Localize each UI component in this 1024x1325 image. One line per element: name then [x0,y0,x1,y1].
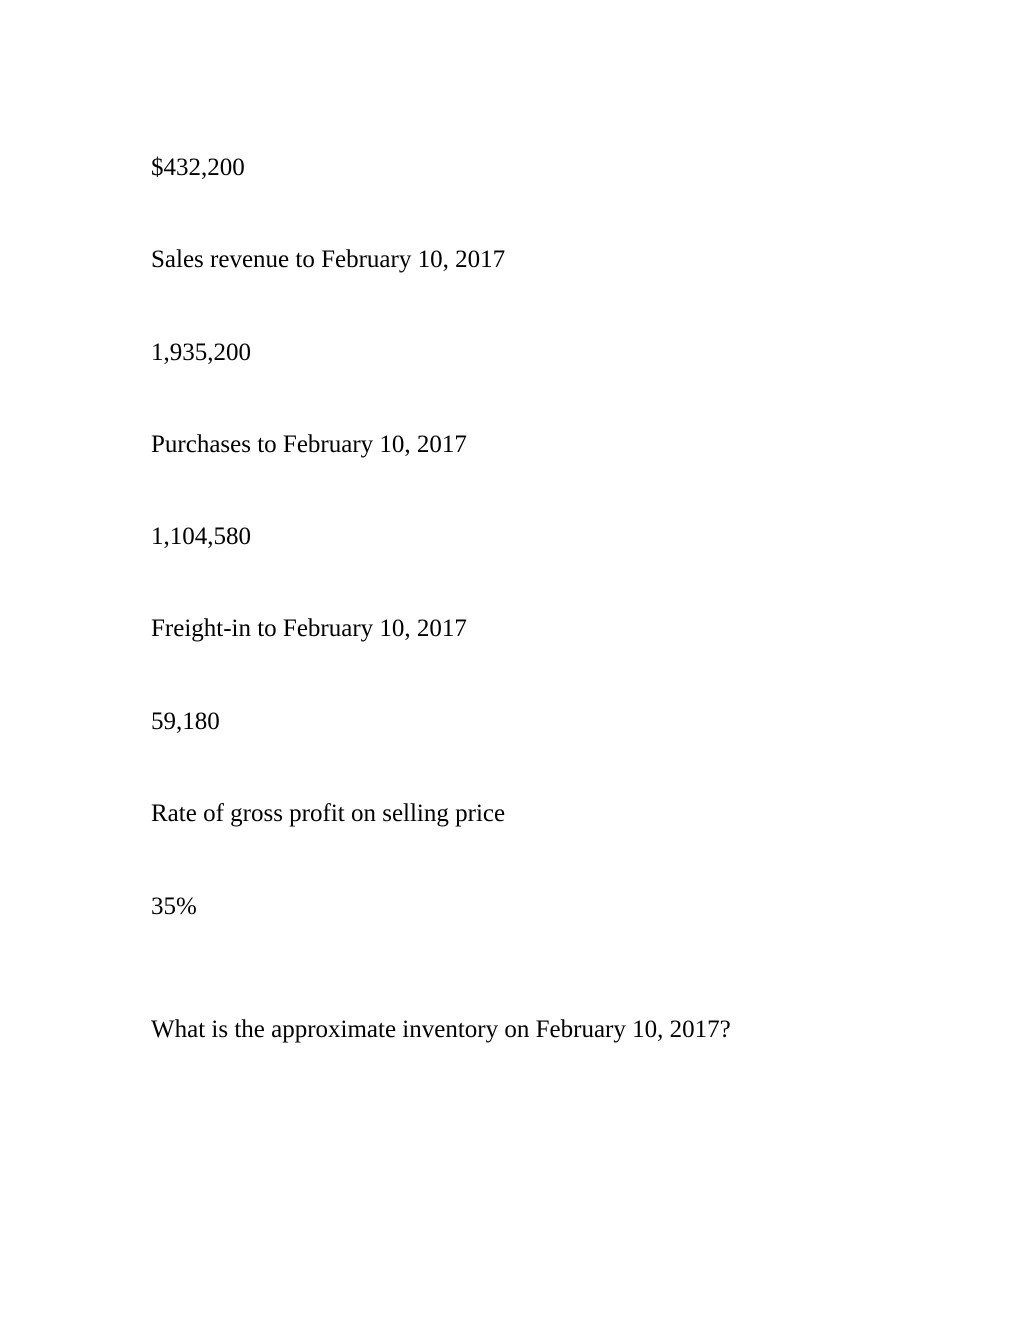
gross-profit-rate-value: 35% [151,893,197,920]
amount-text: $432,200 [151,154,245,181]
question-text: What is the approximate inventory on February 10, 2017? [151,1016,731,1043]
purchases-label: Purchases to February 10, 2017 [151,431,467,458]
sales-revenue-label: Sales revenue to February 10, 2017 [151,246,506,273]
freight-in-label: Freight-in to February 10, 2017 [151,615,467,642]
gross-profit-rate-label: Rate of gross profit on selling price [151,800,506,827]
freight-in-amount: 59,180 [151,708,220,735]
sales-revenue-amount: 1,935,200 [151,339,251,366]
purchases-amount: 1,104,580 [151,523,251,550]
